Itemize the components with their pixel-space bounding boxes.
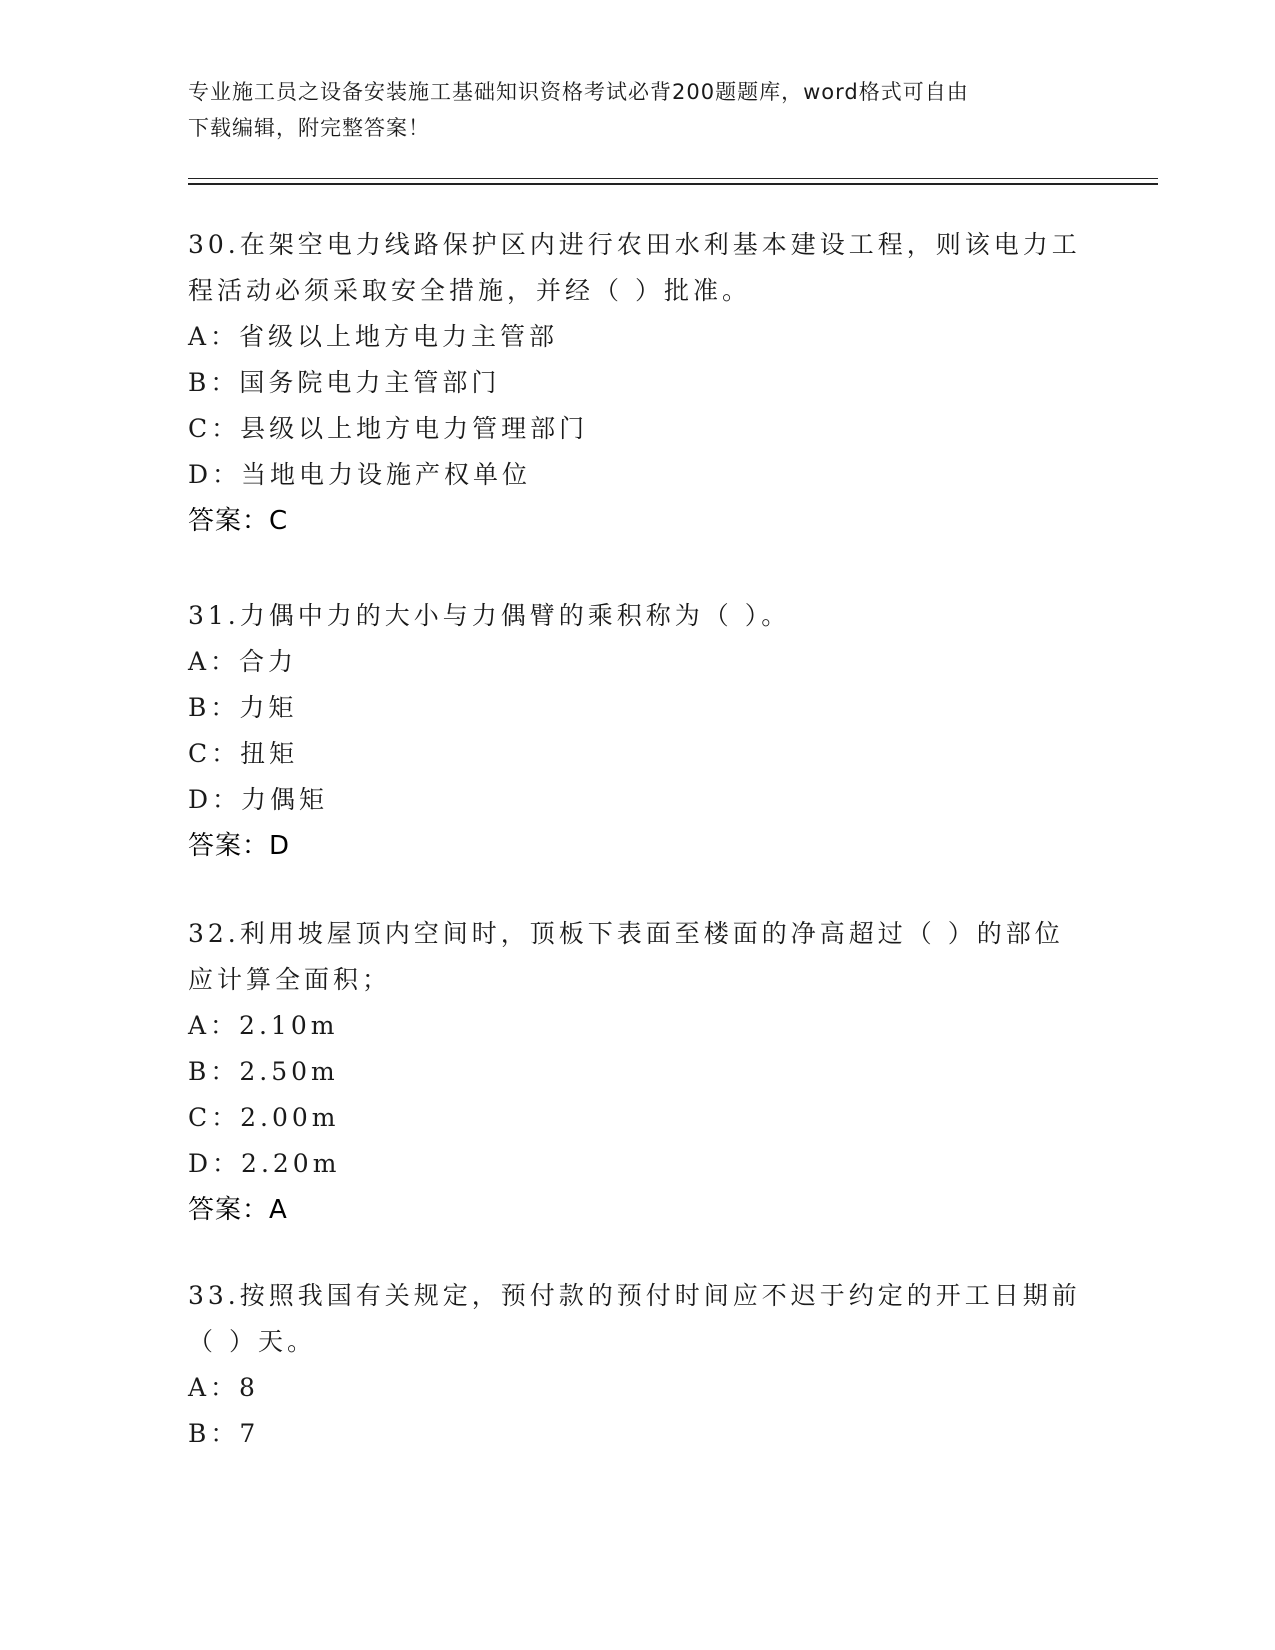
header-divider-thick <box>188 183 1158 185</box>
option-b: B：国务院电力主管部门 <box>188 368 501 397</box>
option-d: D：力偶矩 <box>188 785 329 814</box>
option-c: C：扭矩 <box>188 739 299 768</box>
answer: 答案：D <box>188 831 291 861</box>
header-divider-thin <box>188 178 1158 179</box>
option-b: B：7 <box>188 1419 260 1448</box>
question-text-line: 程活动必须采取安全措施，并经（ ）批准。 <box>188 276 751 305</box>
question-33 <box>188 1273 1088 1457</box>
option-b: B：力矩 <box>188 693 298 722</box>
option-a: A：省级以上地方电力主管部 <box>188 322 559 351</box>
option-c: C：2.00m <box>188 1103 340 1132</box>
option-d: D：2.20m <box>188 1149 341 1178</box>
answer: 答案：A <box>188 1195 288 1225</box>
option-b: B：2.50m <box>188 1057 339 1086</box>
question-text-line: 33.按照我国有关规定，预付款的预付时间应不迟于约定的开工日期前 <box>188 1281 1081 1310</box>
question-31 <box>188 593 1088 869</box>
question-text-line: 31.力偶中力的大小与力偶臂的乘积称为（ ）。 <box>188 601 791 630</box>
question-32 <box>188 911 1088 1233</box>
question-text-line: 30.在架空电力线路保护区内进行农田水利基本建设工程，则该电力工 <box>188 230 1081 259</box>
option-d: D：当地电力设施产权单位 <box>188 460 532 489</box>
header-line-1: 专业施工员之设备安装施工基础知识资格考试必背200题题库，word格式可自由 <box>188 80 969 104</box>
option-a: A：2.10m <box>188 1011 339 1040</box>
answer: 答案：C <box>188 506 289 536</box>
question-text-line: 应计算全面积； <box>188 965 392 994</box>
question-30 <box>188 222 1088 544</box>
option-a: A：8 <box>188 1373 259 1402</box>
question-text-line: （ ）天。 <box>188 1327 316 1356</box>
question-text-line: 32.利用坡屋顶内空间时，顶板下表面至楼面的净高超过（ ）的部位 <box>188 919 1064 948</box>
option-a: A：合力 <box>188 647 298 676</box>
option-c: C：县级以上地方电力管理部门 <box>188 414 589 443</box>
document-header <box>188 74 1088 146</box>
header-line-2: 下载编辑，附完整答案！ <box>188 116 430 140</box>
